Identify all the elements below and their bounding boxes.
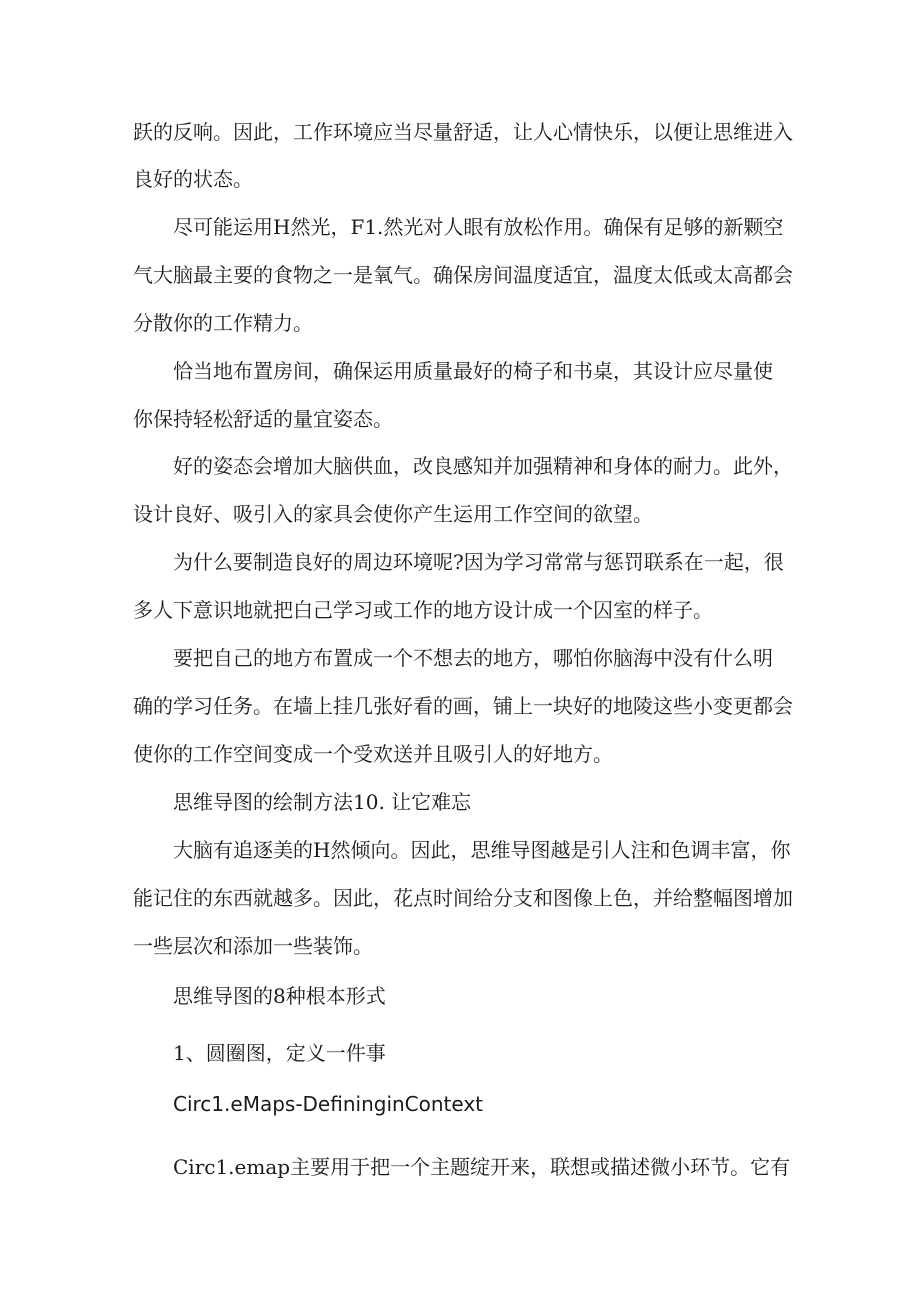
paragraph-line: 确的学习任务。在墙上挂几张好看的画，铺上一块好的地陵这些小变更都会 [133,694,793,718]
paragraph-line: 为什么要制造良好的周边环境呢?因为学习常常与惩罚联系在一起，很 [173,550,784,574]
paragraph-line: 要把自己的地方布置成一个不想去的地方，哪怕你脑海中没有什么明 [173,646,773,670]
paragraph-line: 好的姿态会增加大脑供血，改良感知并加强精神和身体的耐力。此外， [173,454,793,478]
list-item: 1、圆圈图，定义一件事 [173,1041,386,1065]
paragraph-line: 跃的反响。因此，工作环境应当尽量舒适，让人心情快乐，以便让思维进入 [133,120,793,144]
section-heading: 思维导图的8种根本形式 [173,984,386,1008]
paragraph-line: 多人下意识地就把白己学习或工作的地方设计成一个囚室的样子。 [133,598,713,622]
paragraph-line: 能记住的东西就越多。因此，花点时间给分支和图像上色，并给整幅图增加 [133,886,793,910]
paragraph-line: 分散你的工作精力。 [133,311,313,335]
section-heading: 思维导图的绘制方法10. 让它难忘 [173,790,472,814]
paragraph-line: 气大脑最主要的食物之一是氧气。确保房间温度适宜，温度太低或太高都会 [133,263,793,287]
paragraph-line: 尽可能运用H然光，F1.然光对人眼有放松作用。确保有足够的新颗空 [173,215,784,239]
paragraph-line: 一些层次和添加一些装饰。 [133,934,373,958]
paragraph-line: 大脑有追逐美的H然倾向。因此，思维导图越是引人注和色调丰富，你 [173,838,791,862]
paragraph-line: 你保持轻松舒适的量宜姿态。 [133,407,393,431]
paragraph-line: 设计良好、吸引入的家具会使你产生运用工作空间的欲望。 [133,502,653,526]
paragraph-line: 使你的工作空间变成一个受欢送并且吸引人的好地方。 [133,742,613,766]
subheading-english: Circ1.eMaps-DefininginContext [173,1092,484,1116]
paragraph-line: 恰当地布置房间，确保运用质量最好的椅子和书桌，其设计应尽量使 [173,359,773,383]
paragraph-line: 良好的状态。 [133,167,253,191]
paragraph-line: Circ1.emap主要用于把一个主题绽开来，联想或描述微小环节。它有 [173,1155,791,1179]
